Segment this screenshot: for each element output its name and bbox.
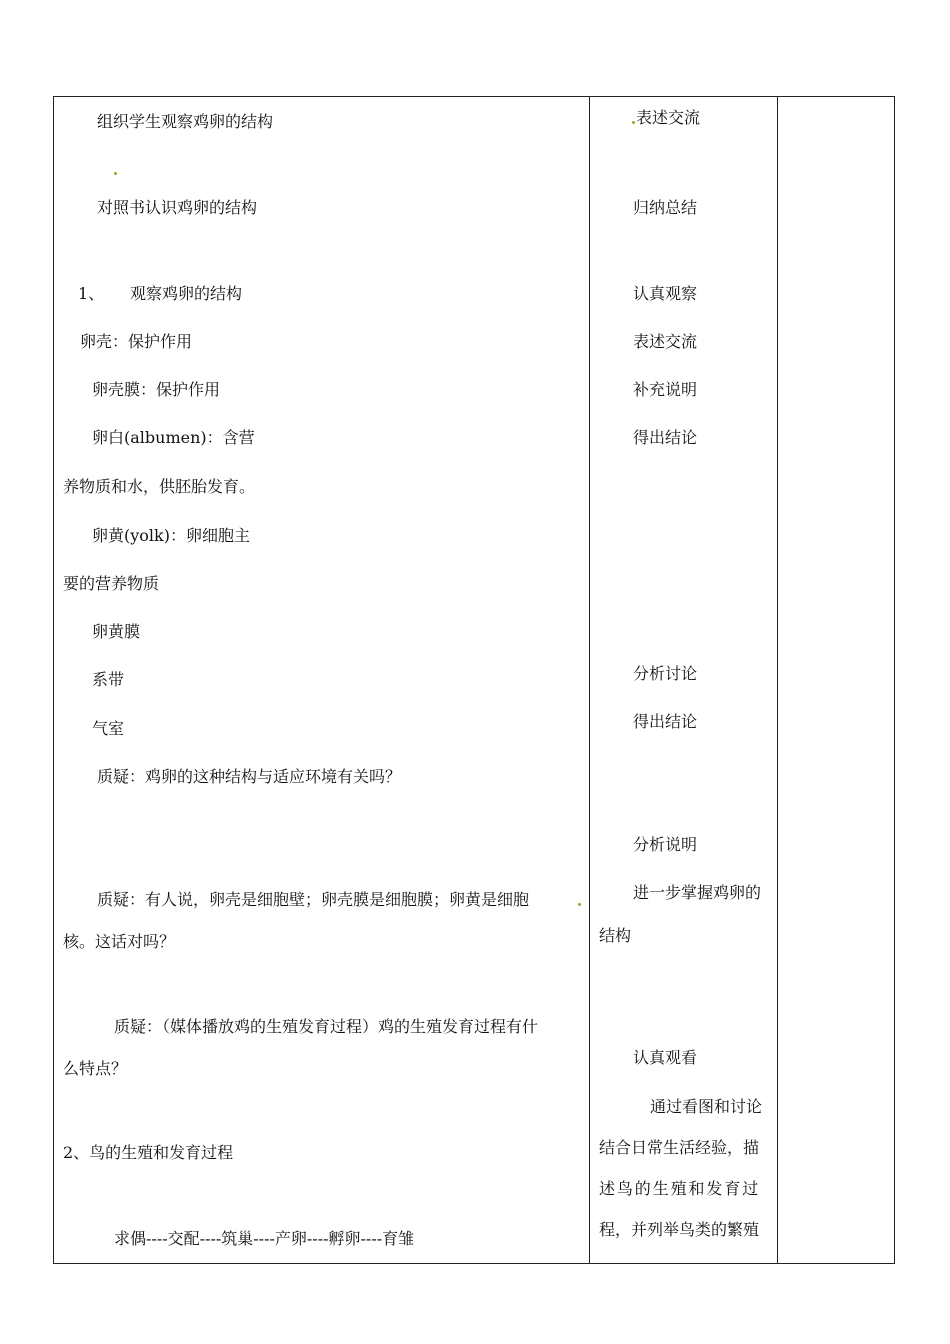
teacher-activity-line: 对照书认识鸡卵的结构 <box>97 198 258 217</box>
process-sequence: 求偶----交配----筑巢----产卵----孵卵----育雏 <box>114 1229 415 1248</box>
section-number: 1、 <box>78 284 105 303</box>
section-heading: 观察鸡卵的结构 <box>130 284 243 303</box>
structure-item: 系带 <box>92 670 125 689</box>
structure-item: 气室 <box>92 719 125 738</box>
column-divider-1 <box>589 97 590 1263</box>
structure-item: 卵壳膜：保护作用 <box>92 380 221 399</box>
student-activity-continued: 程，并列举鸟类的繁殖 <box>599 1220 760 1239</box>
student-activity: 通过看图和讨论 <box>650 1097 763 1116</box>
speck-mark <box>578 903 581 906</box>
student-activity: 得出结论 <box>633 712 698 731</box>
structure-item-continued: 养物质和水，供胚胎发育。 <box>63 477 256 496</box>
student-activity: 分析讨论 <box>633 664 698 683</box>
student-activity: 分析说明 <box>633 835 698 854</box>
question-line-continued: 么特点？ <box>63 1059 128 1078</box>
student-activity: 进一步掌握鸡卵的 <box>633 883 762 902</box>
teacher-activity-line: 组织学生观察鸡卵的结构 <box>97 112 274 131</box>
structure-item: 卵黄膜 <box>92 622 141 641</box>
section-heading: 2、鸟的生殖和发育过程 <box>63 1143 234 1162</box>
question-line-continued: 核。这话对吗？ <box>63 932 176 951</box>
question-line: 质疑：鸡卵的这种结构与适应环境有关吗？ <box>97 767 402 786</box>
student-activity: 补充说明 <box>633 380 698 399</box>
structure-item: 卵白(albumen)：含营 <box>92 428 255 447</box>
speck-mark <box>114 172 117 175</box>
student-activity-continued: 结构 <box>599 926 632 945</box>
column-divider-2 <box>777 97 778 1263</box>
structure-item-continued: 要的营养物质 <box>63 574 160 593</box>
student-activity: 得出结论 <box>633 428 698 447</box>
student-activity: 认真观看 <box>633 1048 698 1067</box>
student-activity-continued: 结合日常生活经验，描 <box>599 1138 760 1157</box>
student-activity: 表述交流 <box>636 108 701 127</box>
question-line: 质疑：（媒体播放鸡的生殖发育过程）鸡的生殖发育过程有什 <box>114 1017 539 1036</box>
structure-item: 卵黄(yolk)：卵细胞主 <box>92 526 250 545</box>
lesson-table <box>53 96 895 1264</box>
student-activity: 表述交流 <box>633 332 698 351</box>
student-activity: 归纳总结 <box>633 198 698 217</box>
question-line: 质疑：有人说，卵壳是细胞壁；卵壳膜是细胞膜；卵黄是细胞 <box>97 890 530 909</box>
student-activity-continued: 述鸟的生殖和发育过 <box>599 1179 761 1198</box>
structure-item: 卵壳：保护作用 <box>80 332 193 351</box>
speck-mark <box>632 121 635 124</box>
student-activity: 认真观察 <box>633 284 698 303</box>
